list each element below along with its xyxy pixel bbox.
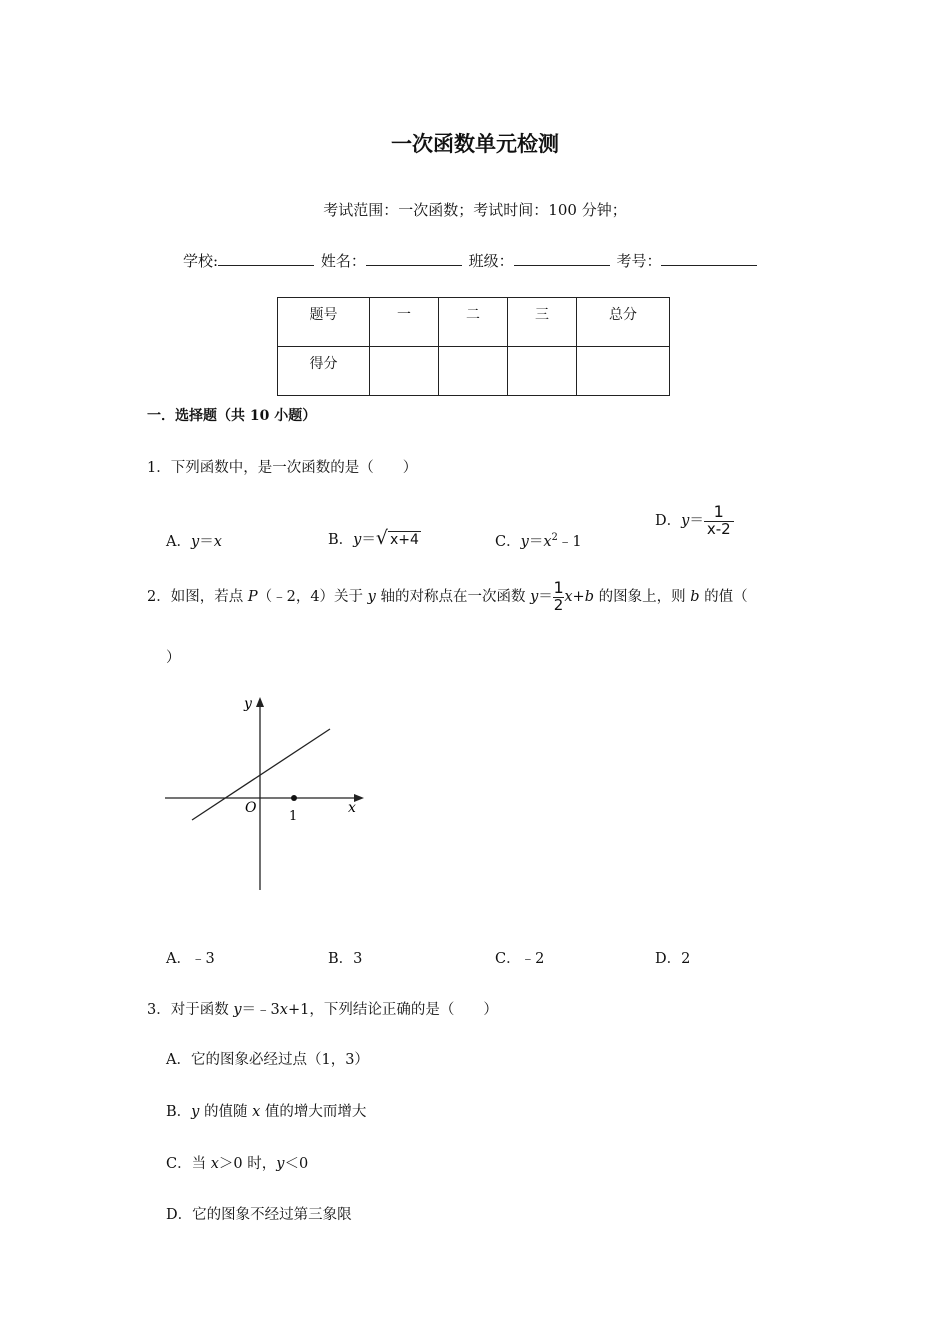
q3-option-c (166, 1152, 308, 1173)
text: 3．对于函数 (147, 1002, 234, 1018)
question-2-close-paren: ） (166, 650, 181, 666)
score-table-header-row (278, 298, 670, 347)
q3-option-a: A．它的图象必经过点（1，3） (166, 1052, 369, 1068)
question-1-stem: 1．下列函数中，是一次函数的是（ ） (147, 460, 418, 476)
text: 的值随 (199, 1104, 253, 1120)
text: 值的增大而增大 (260, 1104, 367, 1120)
number-blank[interactable] (661, 251, 757, 266)
text: 2．如图，若点 (147, 588, 248, 605)
option-label: D． (655, 512, 682, 529)
exam-info: 考试范围：一次函数；考试时间：100 分钟； (323, 201, 627, 219)
class-label: 班级： (468, 252, 514, 270)
var-b: b (584, 588, 594, 605)
q1-option-a (166, 530, 222, 551)
var-x: x (564, 588, 573, 605)
q1-option-d (655, 504, 734, 538)
x-axis-label: x (348, 800, 356, 816)
var-y: y (233, 1002, 242, 1018)
text: （﹣2，4）关于 (257, 588, 368, 605)
option-label: B． (328, 532, 354, 548)
equals: ＝ (538, 588, 553, 605)
q3-option-b (166, 1100, 366, 1121)
fraction (704, 504, 734, 538)
q2-option-d: D．2 (655, 951, 691, 967)
equals: ＝ (689, 512, 704, 529)
term: ﹣1 (557, 534, 582, 550)
school-blank[interactable] (218, 251, 314, 266)
var-x: x (210, 1156, 219, 1172)
text: ＞0 时， (218, 1156, 277, 1172)
var-y: y (353, 532, 362, 548)
equals: ＝ (361, 532, 376, 548)
score-table (277, 297, 670, 396)
var-y: y (367, 588, 376, 605)
sqrt-expression (375, 527, 421, 549)
text: 的图象上，则 (593, 588, 691, 605)
equals: ＝ (528, 534, 544, 550)
exponent: 2 (551, 532, 558, 544)
y-axis-label: y (244, 696, 252, 712)
page-title: 一次函数单元检测 (391, 131, 559, 156)
var-y: y (191, 1104, 200, 1120)
option-label: A． (166, 534, 191, 550)
score-cell[interactable] (439, 347, 508, 396)
var-x: x (252, 1104, 261, 1120)
point-at-1 (291, 795, 297, 801)
text: 的值（ (699, 588, 748, 605)
option-label: C．当 (166, 1156, 211, 1172)
var-x: x (213, 534, 222, 550)
header-cell: 题号 (278, 298, 370, 347)
score-cell[interactable] (370, 347, 439, 396)
radicand: x+4 (389, 532, 419, 548)
function-line (192, 729, 330, 820)
equals: ＝ (199, 534, 214, 550)
denominator: 2 (553, 595, 564, 614)
section-heading: 一．选择题（共 10 小题） (147, 408, 317, 424)
tick-label: 1 (289, 809, 298, 824)
q1-option-b (328, 527, 421, 549)
point-p: P (247, 588, 258, 605)
q2-option-a: A．﹣3 (166, 951, 215, 967)
q1-option-c (495, 530, 582, 551)
option-label: C． (495, 534, 521, 550)
score-cell[interactable] (508, 347, 577, 396)
q3-option-d: D．它的图象不经过第三象限 (166, 1207, 352, 1223)
var-x: x (543, 534, 552, 550)
var-y: y (530, 588, 539, 605)
school-label: 学校: (183, 252, 219, 270)
header-cell: 二 (439, 298, 508, 347)
class-blank[interactable] (514, 251, 610, 266)
header-cell: 总分 (577, 298, 670, 347)
text: +1，下列结论正确的是（ ） (287, 1002, 498, 1018)
number-label: 考号： (616, 252, 662, 270)
denominator: x-2 (704, 521, 734, 538)
question-2-stem (147, 580, 748, 614)
question-3-stem (147, 998, 498, 1019)
fraction (553, 580, 565, 614)
origin-label: O (245, 800, 257, 816)
score-table-score-row (278, 347, 670, 396)
score-row-label: 得分 (278, 347, 370, 396)
text: 轴的对称点在一次函数 (375, 588, 531, 605)
var-y: y (681, 512, 690, 529)
plus: + (572, 588, 585, 605)
numerator: 1 (553, 578, 564, 597)
sqrt-sign-icon: √ (375, 527, 388, 549)
var-y: y (190, 534, 200, 550)
name-label: 姓名： (320, 252, 366, 270)
y-axis-arrow-icon (256, 697, 264, 707)
text: ＜0 (284, 1156, 309, 1172)
text: ＝﹣3 (241, 1002, 280, 1018)
var-b: b (690, 588, 700, 605)
header-cell: 一 (370, 298, 439, 347)
q2-option-c: C．﹣2 (495, 951, 545, 967)
var-y: y (520, 534, 529, 550)
q2-option-b: B．3 (328, 951, 363, 967)
var-x: x (279, 1002, 288, 1018)
numerator: 1 (713, 502, 724, 521)
var-y: y (276, 1156, 285, 1172)
student-info-fields (183, 250, 759, 271)
score-cell[interactable] (577, 347, 670, 396)
q2-coordinate-graph (160, 690, 370, 895)
name-blank[interactable] (366, 251, 462, 266)
option-label: B． (166, 1104, 192, 1120)
header-cell: 三 (508, 298, 577, 347)
